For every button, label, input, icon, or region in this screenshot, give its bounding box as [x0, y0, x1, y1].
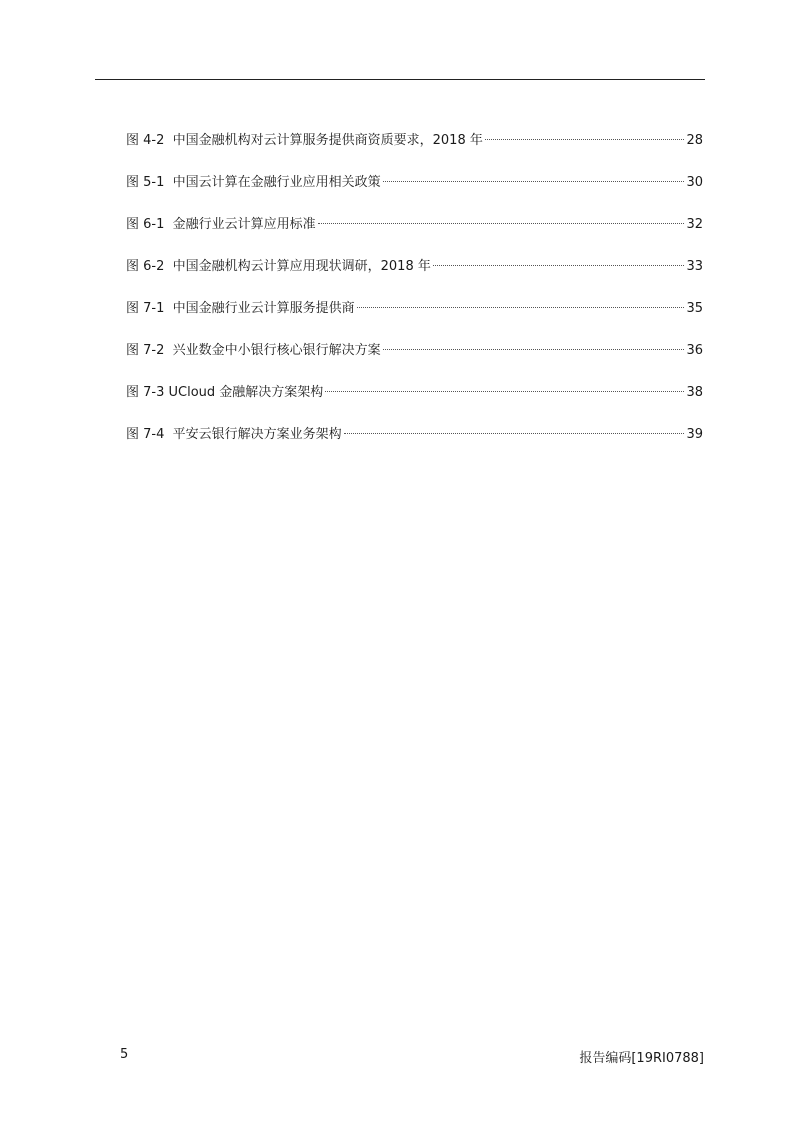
- figure-number: 图 7-1: [126, 301, 165, 316]
- figure-number: 图 6-1: [126, 217, 165, 232]
- toc-entry[interactable]: [126, 299, 703, 341]
- page-number: 39: [686, 427, 703, 442]
- toc-entry[interactable]: [126, 425, 703, 467]
- toc-entry-label: [126, 425, 342, 445]
- dot-leader: [433, 265, 685, 266]
- figure-title: 兴业数金中小银行核心银行解决方案: [172, 343, 381, 358]
- figure-title: 中国金融行业云计算服务提供商: [172, 301, 355, 316]
- toc-entry-label: [126, 257, 431, 277]
- dot-leader: [344, 433, 685, 434]
- toc-entry-label: [126, 215, 316, 235]
- header-rule: [95, 79, 705, 80]
- figure-title: 中国云计算在金融行业应用相关政策: [172, 175, 381, 190]
- figure-title: 平安云银行解决方案业务架构: [172, 427, 342, 442]
- figure-number: 图 7-4: [126, 427, 165, 442]
- figure-title: 中国金融机构对云计算服务提供商资质要求，2018 年: [172, 133, 483, 148]
- page-number: 38: [686, 385, 703, 400]
- footer-report-code: 报告编码[19RI0788]: [579, 1051, 704, 1066]
- page-number: 36: [686, 343, 703, 358]
- figure-list: [126, 131, 703, 467]
- figure-number: 图 7-3: [126, 385, 165, 400]
- dot-leader: [485, 139, 685, 140]
- toc-entry[interactable]: [126, 173, 703, 215]
- page-number: 33: [686, 259, 703, 274]
- toc-entry-label: [126, 383, 323, 403]
- figure-number: 图 5-1: [126, 175, 165, 190]
- figure-title: 中国金融机构云计算应用现状调研，2018 年: [172, 259, 431, 274]
- toc-entry[interactable]: [126, 257, 703, 299]
- footer-page-number: 5: [120, 1047, 129, 1062]
- dot-leader: [383, 181, 685, 182]
- page-number: 28: [686, 133, 703, 148]
- toc-entry[interactable]: [126, 383, 703, 425]
- toc-entry[interactable]: [126, 215, 703, 257]
- toc-entry-label: [126, 299, 355, 319]
- figure-title: 金融行业云计算应用标准: [172, 217, 316, 232]
- dot-leader: [318, 223, 685, 224]
- toc-entry[interactable]: [126, 341, 703, 383]
- toc-entry-label: [126, 173, 381, 193]
- dot-leader: [357, 307, 685, 308]
- dot-leader: [325, 391, 684, 392]
- page-number: 32: [686, 217, 703, 232]
- toc-entry-label: [126, 131, 483, 151]
- toc-entry-label: [126, 341, 381, 361]
- figure-number: 图 7-2: [126, 343, 165, 358]
- toc-entry[interactable]: [126, 131, 703, 173]
- page-number: 35: [686, 301, 703, 316]
- dot-leader: [383, 349, 685, 350]
- figure-number: 图 6-2: [126, 259, 165, 274]
- figure-title: UCloud 金融解决方案架构: [168, 385, 324, 400]
- figure-number: 图 4-2: [126, 133, 165, 148]
- page-number: 30: [686, 175, 703, 190]
